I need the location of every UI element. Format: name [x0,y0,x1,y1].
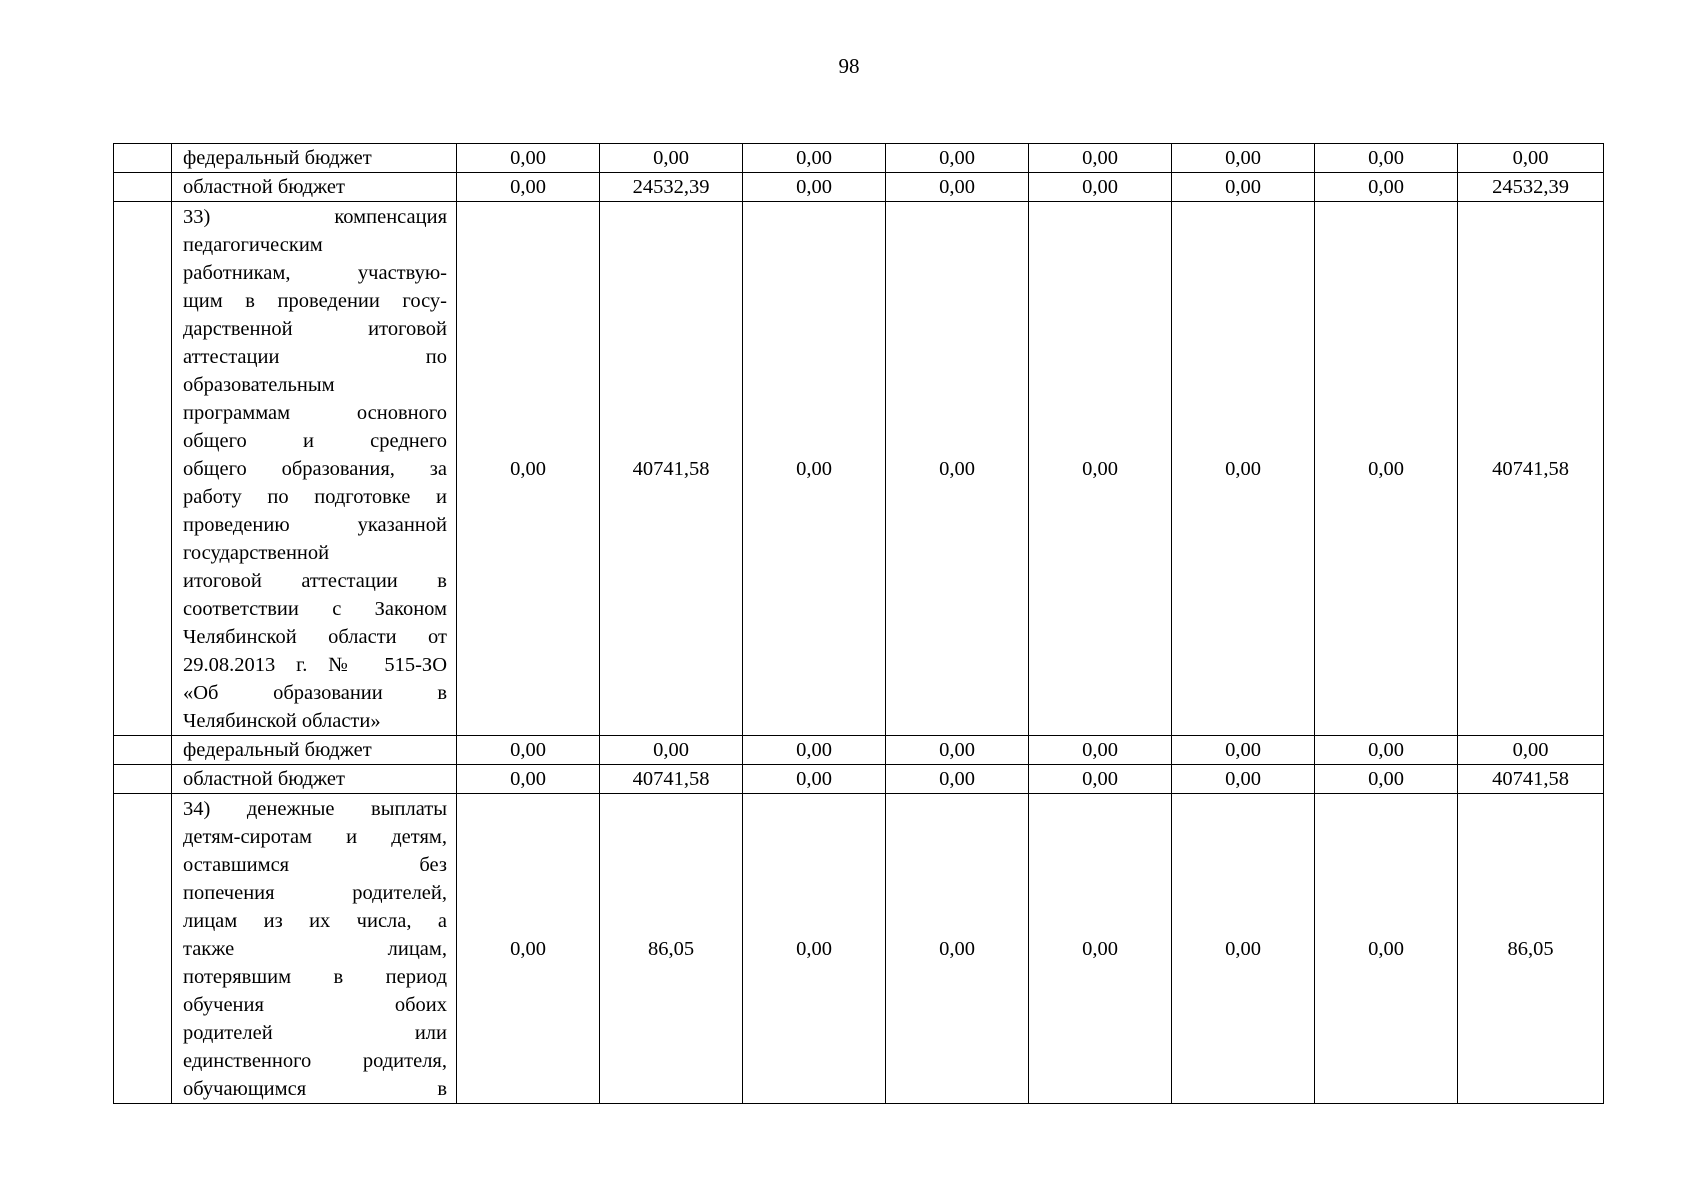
value-cell: 86,05 [1458,794,1604,1104]
row-name-line: 29.08.2013 г. № 515-ЗО [183,653,447,676]
row-name-line: щим в проведении госу- [183,289,447,312]
row-name-line: федеральный бюджет [183,739,372,761]
row-name-line: оставшимся без [183,853,447,876]
value-cell: 0,00 [457,794,600,1104]
value-cell: 0,00 [886,144,1029,173]
row-name-line: программам основного [183,401,447,424]
row-name-line: аттестации по [183,345,447,368]
value-cell: 0,00 [1172,765,1315,794]
value-cell: 0,00 [1029,202,1172,736]
value-cell: 0,00 [1315,765,1458,794]
value-cell: 0,00 [1029,144,1172,173]
row-name-line: образовательным [183,373,335,396]
page-number: 98 [838,54,860,78]
value-cell: 0,00 [743,144,886,173]
row-name-line: областной бюджет [183,768,345,790]
value-cell: 0,00 [1029,173,1172,202]
table-body [114,144,1604,1104]
value-cell: 0,00 [457,173,600,202]
value-cell: 0,00 [457,144,600,173]
row-name-line: федеральный бюджет [183,147,372,169]
value-cell: 86,05 [600,794,743,1104]
value-cell: 0,00 [1458,144,1604,173]
row-name-line: также лицам, [183,937,447,960]
value-cell: 40741,58 [600,202,743,736]
value-cell: 0,00 [1315,736,1458,765]
row-name-cell [172,736,457,765]
table-row [114,794,1604,1104]
row-number-cell [114,202,172,736]
row-name-cell [172,794,457,1104]
row-name-line: общего и среднего [183,429,447,452]
row-name-line: родителей или [183,1021,447,1044]
row-name-cell [172,173,457,202]
value-cell: 0,00 [1458,736,1604,765]
row-name-line: проведению указанной [183,513,447,536]
value-cell: 0,00 [1172,736,1315,765]
row-name-line: единственного родителя, [183,1049,447,1072]
table-row [114,173,1604,202]
row-number-cell [114,144,172,173]
budget-table [113,143,1604,1104]
value-cell: 24532,39 [1458,173,1604,202]
value-cell: 40741,58 [1458,202,1604,736]
value-cell: 0,00 [1315,144,1458,173]
row-name-line: обучения обоих [183,993,447,1016]
value-cell: 0,00 [600,144,743,173]
value-cell: 24532,39 [600,173,743,202]
table-row [114,144,1604,173]
row-name-line: общего образования, за [183,457,447,480]
value-cell: 0,00 [886,736,1029,765]
value-cell: 0,00 [1172,144,1315,173]
value-cell: 0,00 [600,736,743,765]
row-name-line: Челябинской области от [183,625,447,648]
row-name-line: 33) компенсация [183,205,447,228]
row-name-line: потерявшим в период [183,965,447,988]
table-row [114,736,1604,765]
row-number-cell [114,736,172,765]
value-cell: 40741,58 [1458,765,1604,794]
row-name-line: итоговой аттестации в [183,569,447,592]
row-name-line: 34) денежные выплаты [183,797,447,820]
value-cell: 0,00 [1315,794,1458,1104]
row-name-line: «Об образовании в [183,681,447,704]
value-cell: 0,00 [1172,794,1315,1104]
row-name-line: работникам, участвую- [183,261,447,284]
row-name-cell [172,202,457,736]
row-name-line: дарственной итоговой [183,317,447,340]
value-cell: 0,00 [457,202,600,736]
row-name-line: педагогическим [183,233,323,256]
value-cell: 0,00 [457,736,600,765]
value-cell: 0,00 [886,794,1029,1104]
row-name-line: попечения родителей, [183,881,447,904]
value-cell: 0,00 [743,173,886,202]
value-cell: 0,00 [1029,794,1172,1104]
row-number-cell [114,173,172,202]
row-name-line: государственной [183,541,330,564]
value-cell: 0,00 [1029,765,1172,794]
row-name-line: детям-сиротам и детям, [183,825,447,848]
value-cell: 40741,58 [600,765,743,794]
value-cell: 0,00 [457,765,600,794]
row-name-cell [172,765,457,794]
table-row [114,765,1604,794]
value-cell: 0,00 [1172,202,1315,736]
row-name-line: соответствии с Законом [183,597,447,620]
row-number-cell [114,794,172,1104]
value-cell: 0,00 [886,202,1029,736]
row-name-line: работу по подготовке и [183,485,447,508]
row-name-cell [172,144,457,173]
value-cell: 0,00 [1315,202,1458,736]
value-cell: 0,00 [1172,173,1315,202]
value-cell: 0,00 [886,765,1029,794]
value-cell: 0,00 [743,736,886,765]
row-name-line: лицам из их числа, а [183,909,447,932]
value-cell: 0,00 [1029,736,1172,765]
row-name-line: обучающимся в [183,1077,447,1100]
value-cell: 0,00 [743,202,886,736]
value-cell: 0,00 [743,794,886,1104]
row-name-line: Челябинской области» [183,709,381,732]
row-name-line: областной бюджет [183,176,345,198]
value-cell: 0,00 [886,173,1029,202]
table-row [114,202,1604,736]
row-number-cell [114,765,172,794]
value-cell: 0,00 [743,765,886,794]
value-cell: 0,00 [1315,173,1458,202]
